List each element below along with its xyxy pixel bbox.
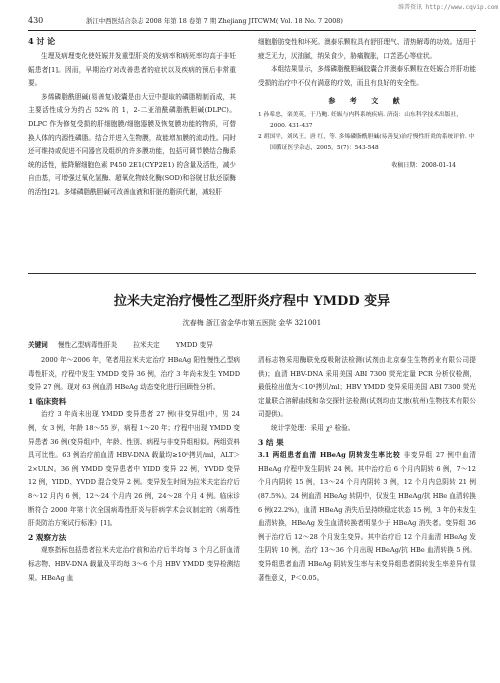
discussion-continuation [258, 36, 476, 169]
results-paragraph [258, 449, 476, 585]
section-heading-methods: 2 观察方法 [28, 532, 67, 542]
section-heading-results: 3 结 果 [258, 437, 284, 447]
keywords-line [28, 339, 476, 349]
keyword: YMDD 变异 [175, 341, 213, 349]
running-title: 浙江中西医结合杂志 2008 年第 18 卷第 7 期 Zhejiang JITCWM( Vol. 18 No. 7 2008) [86, 17, 343, 25]
discussion-paragraph: 生理及病理变化使妊娠并发重型肝炎的发病率和病死率均高于非妊娠患者[1]。因而，早期治疗对改善患者的症状以及疾病的预后非常重要。 [28, 52, 236, 88]
clinical-paragraph: 治疗 3 年尚未出现 YMDD 变异患者 27 例(非变异组)中，男 24 例，女 3 例，年龄 18～55 岁，病程 1～20 年；疗程中出现 YMDD 变异患者 36 例(变异组)中，年龄、性别、病程与非变异组相似。两组资料具可比性。63 例治疗前血清 HBV-DNA 载量均≥10⁵拷贝/ml，ALT＞2×ULN。36 例 YMDD 变异患者中 YIDD 变异 22 例，YVDD 变异 12 例，YIDD、YVDD 混合变异 2 例。变异发生时间为拉米夫定治疗后 8～12 月内 6 例，12～24 个月内 26 例，24～28 个月 4 例。临床诊断符合 2000 年第十次全国病毒性肝炎与肝病学术会议制定的《病毒性肝炎防治方案试行标准》[1]。 [28, 410, 240, 528]
discussion-paragraph: 本组结果显示，多烯磷脂酰胆碱胶囊合并澳泰乐颗粒在妊娠合并肝功能受损的治疗中不仅有满意的疗效，而且有良好的安全性。 [258, 65, 476, 87]
discussion-section [28, 36, 236, 200]
page-number: 430 [28, 16, 44, 25]
received-date: 收稿日期：2008-01-14 [391, 162, 456, 170]
reference-item: 2 胡国平，刘凤王，唐 红，等. 多烯磷脂酰胆碱(易善复)治疗慢性肝炎的系统评价. 中国循证医学杂志，2005，5(7)：543-548 [258, 134, 475, 152]
article-authors: 沈春梅 浙江省金华市第五医院 金华 321001 [182, 319, 322, 327]
watermark: 维普资讯 http://www.cqvip.com [398, 4, 498, 11]
article-body-left [28, 354, 240, 585]
methods-paragraph: 观察指标包括患者拉米夫定治疗前和治疗后半均每 3 个月乙肝血清标志物、HBV-DNA 载量及平均每 3～6 个月 HBV YMDD 变异检测结果。HBeAg 血 [28, 546, 240, 582]
discussion-paragraph: 多烯磷脂酰胆碱(易善复)胶囊是由大豆中提取的磷脂精制而成，其主要活性成分为约占 52% 的 1，2-二亚油酰磷脂酰胆碱(DLPC)。DLPC 作为修复受损的肝细胞膜/细胞器膜及恢复膜功能的物质，可替换人体的内源性磷脂。结合并进入生物膜，故能增加膜的流动性。同时还可维持或促进不同器官及组织的许多膜功能，包括可调节膜结合酶系统的活性，能降解细胞色素 P450 2E1(CYP2E1) 的含量及活性，减少自由基，可增强过氧化氢酶、超氧化物歧化酶(SOD)和谷胱甘肽还原酶的活性[2]。多烯磷脂酰胆碱可改善血液和肝脏的脂质代谢，减轻肝 [28, 92, 236, 196]
reference-item: 1 孙希忠，栾美英，于乃鲍. 妊娠与内科系统疾病. 济南：山东科学技术出版社，2000. 431-437 [258, 112, 463, 130]
intro-paragraph: 2000 年～2006 年，笔者用拉米夫定治疗 HBeAg 阳性慢性乙型病毒性肝炎，疗程中发生 YMDD 变异 36 例，治疗 3 年尚未发生 YMDD 变异 27 例。现对 63 例血清 HBeAg 动态变化进行回顾性分析。 [28, 356, 240, 392]
methods-continuation: 清标志物采用酶联免疫吸附法检测(试剂由北京泰生生物药业有限公司提供)；血清 HBV-DNA 采用美国 ABI 7300 荧光定量 PCR 分析仪检测，最低检出值为＜10³拷贝/ml；HBV YMDD 变异采用美国 ABI 7300 荧光定量联合溶解曲线和杂交探针法检测(试剂均由艾康(杭州)生物技术有限公司提供)。 [258, 356, 476, 419]
article-title: 拉米夫定治疗慢性乙型肝炎疗程中 YMDD 变异 [113, 294, 391, 309]
references-heading: 参 考 文 献 [328, 96, 406, 106]
statistics-paragraph: 统计学处理：采用 χ² 检验。 [271, 423, 355, 432]
article-body-right [258, 354, 476, 585]
keywords-label: 关键词 [28, 341, 48, 349]
results-text: 非变异组 27 例中血清 HBeAg 疗程中发生阴转 24 例。其中治疗后 6 个月内阴转 6 例，7～12 个月内阴转 15 例，13～24 个月内阴转 3 例，12 个月内总阴转 21 例(87.5%)。24 例血清 HBeAg 转阴中，仅发生 HBeAg/抗 HBe 血清转换 6 例(22.2%)，血清 HBeAg 消失后呈持续稳定状态 15 例，3 年仍未发生血清转换，HBeAg 发生血清转换者明显少于 HBeAg 消失者。变异组 36 例于治疗后 12～28 个月发生变异。其中治疗后 12 个月血清 HBeAg 发生阴转 10 例，治疗 13～36 个月出现 HBeAg/抗 HBe 血清转换 5 例。变异组患者血清 HBeAg 阴转发生率与未变异组患者阴转发生率差异有显著性意义，P＜0.05。 [258, 451, 476, 582]
discussion-heading: 4 讨 论 [28, 36, 56, 46]
discussion-paragraph: 细胞脂肪变性和坏死。澳泰乐颗粒具有舒肝理气、清热解毒的功效。适用于疲乏无力，厌油腻，纳呆食少，胁痛腹胀，口苦恶心等症状。 [258, 38, 476, 60]
keyword: 拉米夫定 [133, 341, 160, 349]
page-header [28, 16, 476, 31]
section-heading-clinical: 1 临床资料 [28, 396, 67, 406]
keyword: 慢性乙型病毒性肝炎 [57, 341, 118, 349]
subsection-heading: 3.1 两组患者血清 HBeAg 阴转发生率比较 [258, 451, 401, 460]
article-divider [28, 273, 476, 274]
